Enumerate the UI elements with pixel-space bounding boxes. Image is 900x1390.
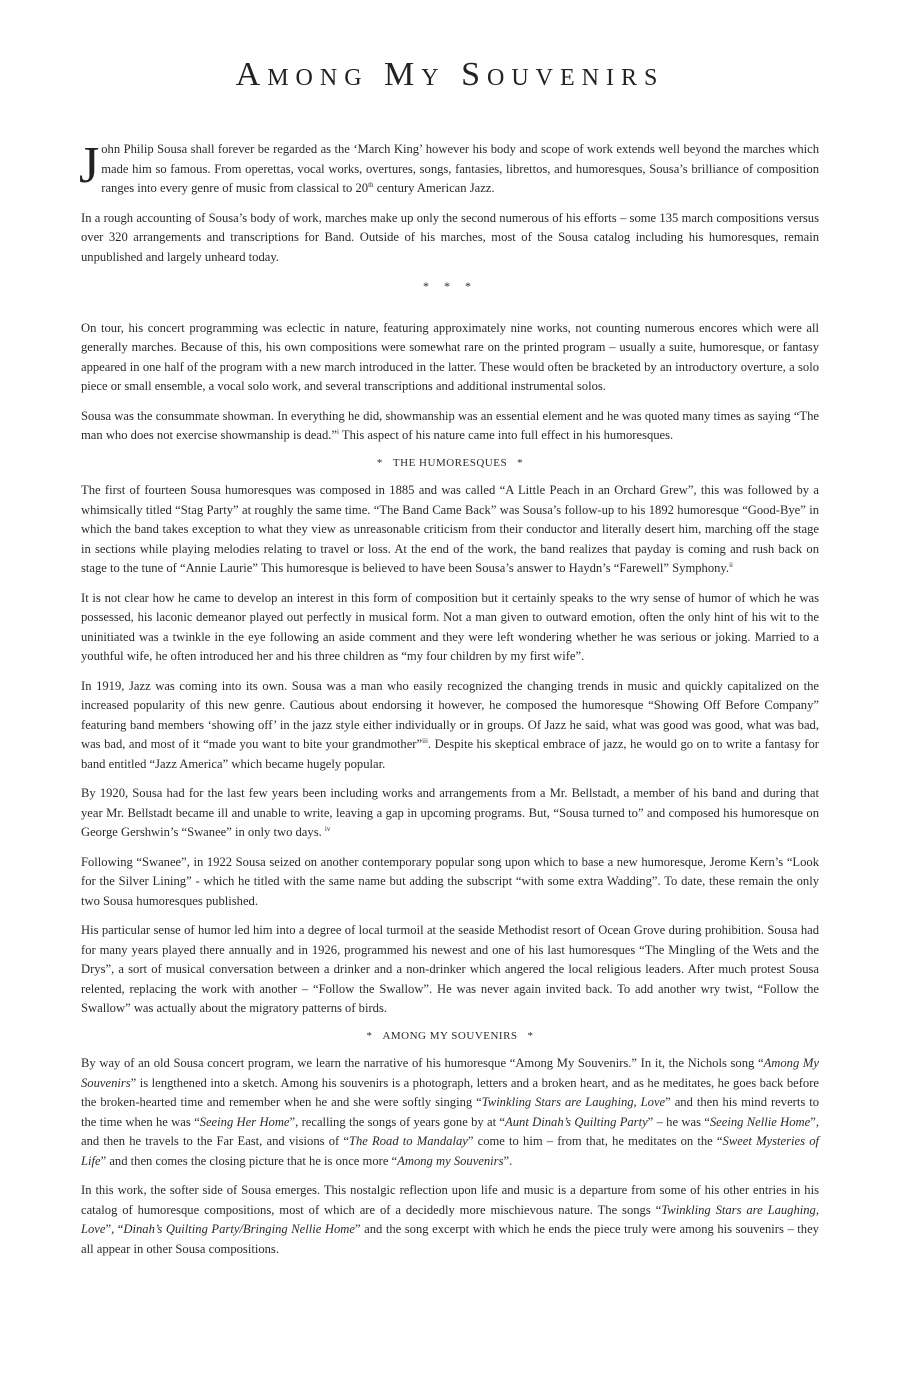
- humoresques-paragraph-3: In 1919, Jazz was coming into its own. Sousa was a man who easily recognized the changing trends in music and quickly capitalized on the increased popularity of this new genre. Cautious about endorsing it however, he composed the humoresque “Showing Off Before Company” featuring band members ‘showing off’ in the jazz style either individually or in groups. Of Jazz he said, what was good was good, what was bad, was bad, and most of it “made you want to bite your grandmother”$^{iii}$. Despite his skeptical embrace of jazz, he would go on to write a fantasy for band entitled “Jazz America” which became hugely popular.: [81, 678, 819, 771]
- drop-cap: J: [79, 137, 100, 194]
- star-ornament-icon: *: [366, 1029, 373, 1042]
- humoresques-paragraph-4: By 1920, Sousa had for the last few years been including works and arrangements from a Mr. Bellstadt, a member of his band and during that year Mr. Bellstadt became ill and unable to write, leaving a gap in upcoming programs. But, “Sousa turned to” and composed his humoresque on George Gershwin’s “Swanee” in only two days. $^{iv}$: [81, 786, 819, 839]
- section-heading-souvenirs: * AMONG MY SOUVENIRS *: [366, 1029, 534, 1042]
- star-ornament-icon: *: [527, 1029, 534, 1042]
- intro-paragraph-1: John Philip Sousa shall forever be regarded as the ‘March King’ however his body and scope of work extends well beyond the marches which made him so famous. From operettas, vocal works, overtures, songs, fantasies, librettos, and humoresques, Sousa’s brilliance of composition ranges into every genre of music from classical to 20th century American Jazz.: [79, 137, 819, 195]
- humoresques-paragraph-1: The first of fourteen Sousa humoresques was composed in 1885 and was called “A Little Peach in an Orchard Grew”, this was followed by a whimsically titled “Stag Party” at roughly the same time. “The Band Came Back” was Sousa’s follow-up to his 1892 humoresque “Good-Bye” in which the band takes exception to what they view as unreasonable criticism from their conductor and literally desert him, marching off the stage in sections while playing melodies relating to travel or loss. At the end of the work, the band realizes that payday is coming and rush back on stage to the tune of “Annie Laurie” This humoresque is believed to have been Sousa’s answer to Haydn’s “Farewell” Symphony.$^{ii}$: [81, 483, 819, 575]
- humoresques-paragraph-5: Following “Swanee”, in 1922 Sousa seized on another contemporary popular song upon which to base a new humoresque, Jerome Kern’s “Look for the Silver Lining” - which he titled with the same name but adding the subscript “with some extra Wadding”. To date, these remain the only two Sousa humoresques published.: [81, 854, 819, 908]
- humoresques-paragraph-2: It is not clear how he came to develop an interest in this form of composition but it certainly speaks to the wry sense of humor of which he was possessed, his laconic demeanor played out perfectly in musical form. Not a man given to outward emotion, often the only hint of his wit to the uninitiated was a twinkle in the eye following an aside comment and they were left wondering whether he was serious or joking. Married to a youthful wife, he often introduced her and his three children as “my four children by my first wife”.: [81, 590, 819, 663]
- tour-paragraph-2: Sousa was the consummate showman. In everything he did, showmanship was an essential element and he was quoted many times as saying “The man who does not exercise showmanship is dead.”$^i$ This aspect of his nature came into full effect in his humoresques.: [81, 408, 819, 442]
- souvenirs-paragraph-1: By way of an old Sousa concert program, we learn the narrative of his humoresque “Among My Souvenirs.” In it, the Nichols song “Among My Souvenirs” is lengthened into a sketch. Among his souvenirs is a photograph, letters and a broken heart, and as he meditates, he goes back before the broken-hearted time and remember when he and she were softly singing “Twinkling Stars are Laughing, Love” and then his mind reverts to the time when he was “Seeing Her Home”, recalling the songs of years gone by at “Aunt Dinah’s Quilting Party” – he was “Seeing Nellie Home”, and then he travels to the Far East, and visions of “The Road to Mandalay” come to him – from that, he meditates on the “Sweet Mysteries of Life” and then comes the closing picture that he is once more “Among my Souvenirs”.: [81, 1056, 820, 1168]
- intro-paragraph-2: In a rough accounting of Sousa’s body of work, marches make up only the second numerous of his efforts – some 135 march compositions versus over 320 arrangements and transcriptions for Band. Outside of his marches, most of the Sousa catalog including his humoresques, remain unpublished and largely unheard today.: [81, 210, 819, 264]
- humoresques-paragraph-6: His particular sense of humor led him into a degree of local turmoil at the seaside Methodist resort of Ocean Grove during prohibition. Sousa had for many years played there annually and in 1926, programmed his newest and one of his last humoresques “The Mingling of the Wets and the Drys”, a sort of musical conversation between a drinker and a non-drinker which angered the local religious leaders. After much protest Sousa relented, replacing the work with another – “Follow the Swallow”. He was never again invited back. To add another wry twist, “Follow the Swallow” was actually about the migratory patterns of birds.: [81, 923, 819, 1015]
- tour-paragraph-1: On tour, his concert programming was eclectic in nature, featuring approximately nine works, not counting numerous encores which were all generally marches. Because of this, his own compositions were somewhat rare on the printed program – usually a suite, humoresque, or fantasy appeared in one half of the program with a new march introduced in the latter. These would often be bracketed by an introductory overture, a solo piece or small ensemble, a vocal solo work, and several transcriptions and additional instrumental solos.: [81, 320, 819, 393]
- star-ornament-icon: *: [517, 456, 524, 469]
- section-heading-humoresques: * THE HUMORESQUES *: [376, 456, 524, 469]
- star-ornament-icon: *: [376, 456, 383, 469]
- souvenirs-paragraph-2: In this work, the softer side of Sousa emerges. This nostalgic reflection upon life and music is a departure from some of his other entries in his catalog of humoresque compositions, most of which are of a decidedly more mischievous nature. The songs “Twinkling Stars are Laughing, Love”, “Dinah’s Quilting Party/Bringing Nellie Home” and the song excerpt with which he ends the piece truly were among his souvenirs – they all appear in other Sousa compositions.: [81, 1183, 819, 1256]
- article-body: [79, 137, 820, 1269]
- page-title: Among My Souvenirs: [235, 56, 665, 93]
- section-ornament: * * *: [423, 279, 477, 293]
